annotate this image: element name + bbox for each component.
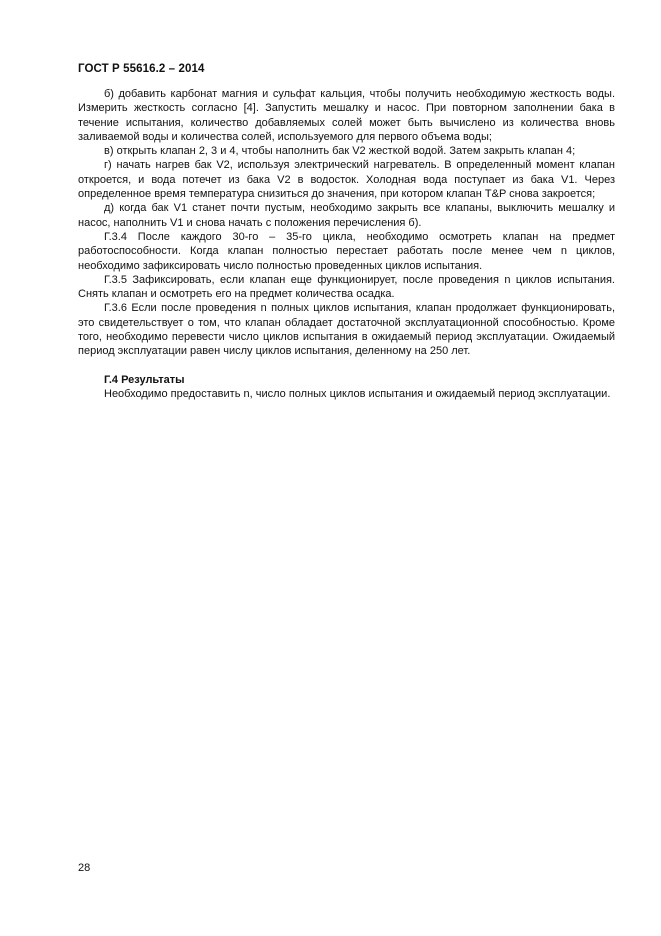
page-number: 28: [78, 862, 91, 874]
paragraph-g-3-5: Г.3.5 Зафиксировать, если клапан еще функционирует, после проведения n циклов испытания. Снять клапан и осмотреть его на предмет количества осадка.: [78, 273, 615, 301]
paragraph-step-b: б) добавить карбонат магния и сульфат кальция, чтобы получить необходимую жесткость воды. Измерить жесткость согласно [4]. Запустить мешалку и насос. При повторном заполнении бака в течение испытания, количество добавляемых солей может быть вычислено из количества вновь заливаемой воды и количества солей, используемого для первого объема воды;: [78, 88, 615, 143]
paragraph-results: Необходимо предоставить n, число полных циклов испытания и ожидаемый период эксплуатации.: [104, 387, 611, 400]
section-title-results: Г.4 Результаты: [104, 373, 185, 386]
paragraph-step-g: г) начать нагрев бак V2, используя электрический нагреватель. В определенный момент клапан откроется, и вода потечет из бака V2 в водосток. Холодная вода поступает из бака V1. Через определенное время температура снизиться до значения, при котором клапан T&P снова закроется;: [78, 159, 615, 201]
document-body: [78, 87, 615, 401]
paragraph-step-d: д) когда бак V1 станет почти пустым, необходимо закрыть все клапаны, выключить мешалку и насос, наполнить V1 и снова начать с положения перечисления б).: [78, 202, 615, 229]
paragraph-g-3-4: Г.3.4 После каждого 30-го – 35-го цикла, необходимо осмотреть клапан на предмет работоспособности. Когда клапан полностью перестает работать после менее чем n циклов, необходимо зафиксировать число полностью проведенных циклов испытания.: [78, 230, 615, 272]
paragraph-step-v: в) открыть клапан 2, 3 и 4, чтобы наполнить бак V2 жесткой водой. Затем закрыть клапан 4;: [104, 145, 576, 158]
document-header: ГОСТ Р 55616.2 – 2014: [78, 63, 205, 75]
paragraph-g-3-6: Г.3.6 Если после проведения n полных циклов испытания, клапан продолжает функционировать, это свидетельствует о том, что клапан обладает достаточной эксплуатационной способностью. Кроме того, необходимо перевести число циклов испытания в ожидаемый период эксплуатации. Ожидаемый период эксплуатации равен числу циклов испытания, деленному на 250 лет.: [78, 302, 615, 358]
